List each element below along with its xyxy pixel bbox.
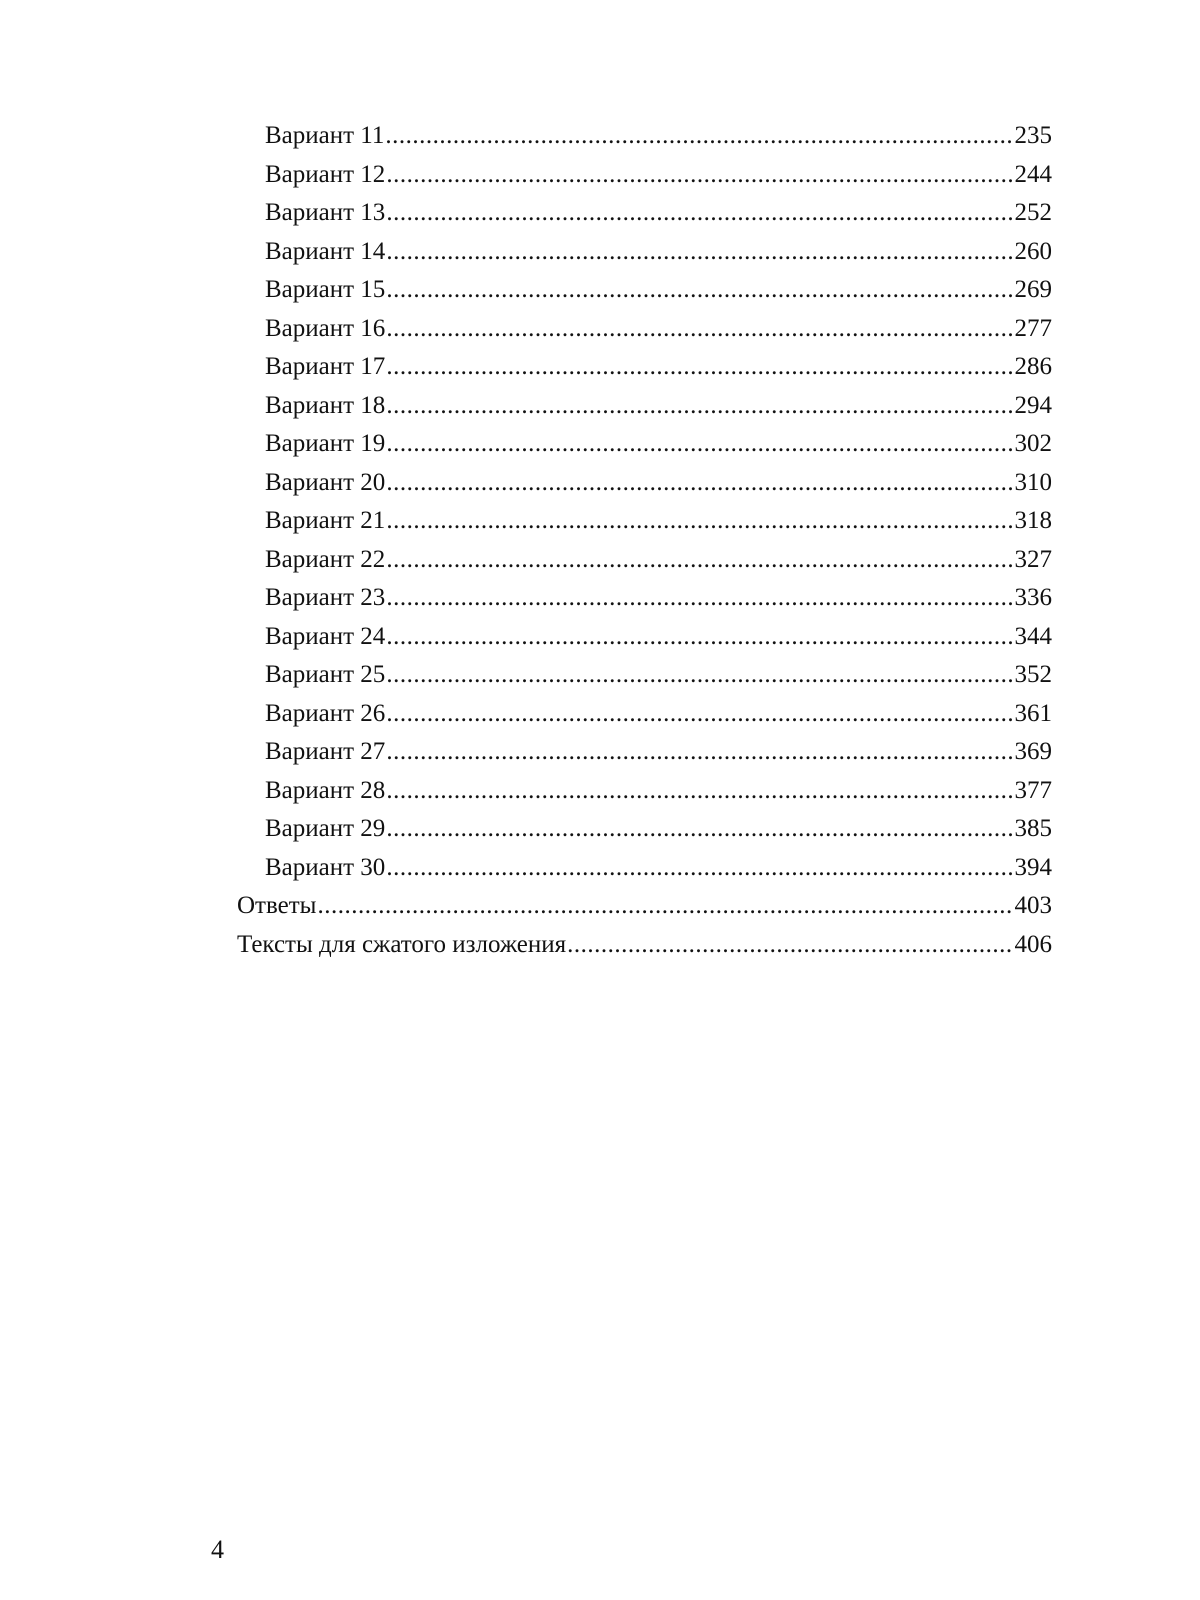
toc-entry-label: Вариант 24 (265, 622, 386, 650)
toc-entry-page: 260 (1014, 237, 1052, 265)
toc-dot-leader (386, 310, 1013, 349)
toc-dot-leader (386, 502, 1013, 541)
toc-dot-leader (386, 541, 1013, 580)
toc-entry-label: Вариант 22 (265, 545, 386, 573)
toc-entry (237, 618, 1052, 657)
toc-entry-label: Вариант 29 (265, 815, 386, 842)
toc-entry (237, 733, 1052, 772)
toc-entry-page: 352 (1014, 661, 1052, 688)
toc-entry-page: 327 (1014, 545, 1052, 573)
toc-dot-leader (385, 117, 1013, 156)
toc-entry (237, 233, 1052, 272)
toc-entry-page: 394 (1014, 853, 1052, 881)
toc-entry (237, 502, 1052, 541)
toc-entry-page: 377 (1014, 776, 1052, 804)
toc-dot-leader (317, 887, 1013, 926)
toc-entry-page: 286 (1014, 353, 1052, 380)
toc-entry (237, 849, 1052, 888)
toc-entry-label: Вариант 16 (265, 314, 386, 342)
toc-entry-page: 244 (1014, 160, 1052, 188)
toc-entry (237, 348, 1052, 387)
table-of-contents (237, 117, 1052, 964)
toc-entry-summary-texts (237, 926, 1052, 965)
toc-entry-label: Вариант 27 (265, 738, 386, 765)
toc-entry-label: Вариант 21 (265, 507, 386, 534)
toc-entry-answers (237, 887, 1052, 926)
toc-entry-label: Вариант 17 (265, 353, 386, 380)
toc-entry-page: 269 (1014, 276, 1052, 303)
toc-entry (237, 810, 1052, 849)
toc-dot-leader (567, 926, 1013, 965)
toc-dot-leader (386, 156, 1013, 195)
toc-dot-leader (386, 695, 1013, 734)
toc-entry-page: 277 (1014, 314, 1052, 342)
toc-dot-leader (386, 618, 1013, 657)
toc-dot-leader (386, 579, 1013, 618)
toc-entry (237, 541, 1052, 580)
toc-entry-label: Вариант 19 (265, 430, 386, 457)
toc-entry-label: Вариант 23 (265, 584, 386, 611)
toc-entry-label: Вариант 14 (265, 237, 386, 265)
toc-entry (237, 656, 1052, 695)
toc-entry-page: 235 (1014, 122, 1052, 149)
toc-dot-leader (386, 387, 1013, 426)
toc-entry-page: 403 (1014, 892, 1052, 919)
toc-entry-label: Вариант 12 (265, 160, 386, 188)
toc-dot-leader (386, 849, 1013, 888)
toc-entry-label: Вариант 25 (265, 661, 386, 688)
toc-entry (237, 695, 1052, 734)
toc-dot-leader (386, 656, 1013, 695)
toc-dot-leader (386, 810, 1013, 849)
toc-entry-page: 336 (1014, 584, 1052, 611)
toc-dot-leader (386, 425, 1013, 464)
toc-dot-leader (386, 233, 1013, 272)
toc-entry-page: 294 (1014, 391, 1052, 419)
toc-entry (237, 194, 1052, 233)
toc-entry-label: Вариант 20 (265, 468, 386, 496)
toc-entry-page: 344 (1014, 622, 1052, 650)
toc-dot-leader (386, 772, 1013, 811)
toc-dot-leader (386, 348, 1013, 387)
toc-entry-page: 369 (1014, 738, 1052, 765)
toc-entry (237, 117, 1052, 156)
toc-entry-label: Вариант 13 (265, 199, 386, 226)
toc-entry-page: 318 (1014, 507, 1052, 534)
toc-entry-label: Тексты для сжатого изложения (237, 930, 567, 958)
toc-entry (237, 271, 1052, 310)
toc-entry (237, 425, 1052, 464)
toc-entry (237, 387, 1052, 426)
toc-entry-page: 302 (1014, 430, 1052, 457)
toc-dot-leader (386, 733, 1013, 772)
toc-entry (237, 464, 1052, 503)
toc-entry-label: Вариант 15 (265, 276, 386, 303)
toc-entry-label: Вариант 18 (265, 391, 386, 419)
toc-entry (237, 310, 1052, 349)
toc-entry (237, 579, 1052, 618)
toc-dot-leader (386, 194, 1013, 233)
toc-entry (237, 156, 1052, 195)
toc-entry-label: Вариант 30 (265, 853, 386, 881)
toc-entry-label: Вариант 11 (265, 122, 385, 149)
toc-dot-leader (386, 271, 1013, 310)
toc-dot-leader (386, 464, 1013, 503)
toc-entry-label: Вариант 28 (265, 776, 386, 804)
page-number: 4 (211, 1535, 224, 1564)
toc-entry-page: 310 (1014, 468, 1052, 496)
toc-entry (237, 772, 1052, 811)
toc-entry-label: Вариант 26 (265, 699, 386, 727)
toc-entry-label: Ответы (237, 892, 317, 919)
toc-entry-page: 406 (1014, 930, 1052, 958)
toc-entry-page: 361 (1014, 699, 1052, 727)
toc-entry-page: 385 (1014, 815, 1052, 842)
toc-entry-page: 252 (1014, 199, 1052, 226)
